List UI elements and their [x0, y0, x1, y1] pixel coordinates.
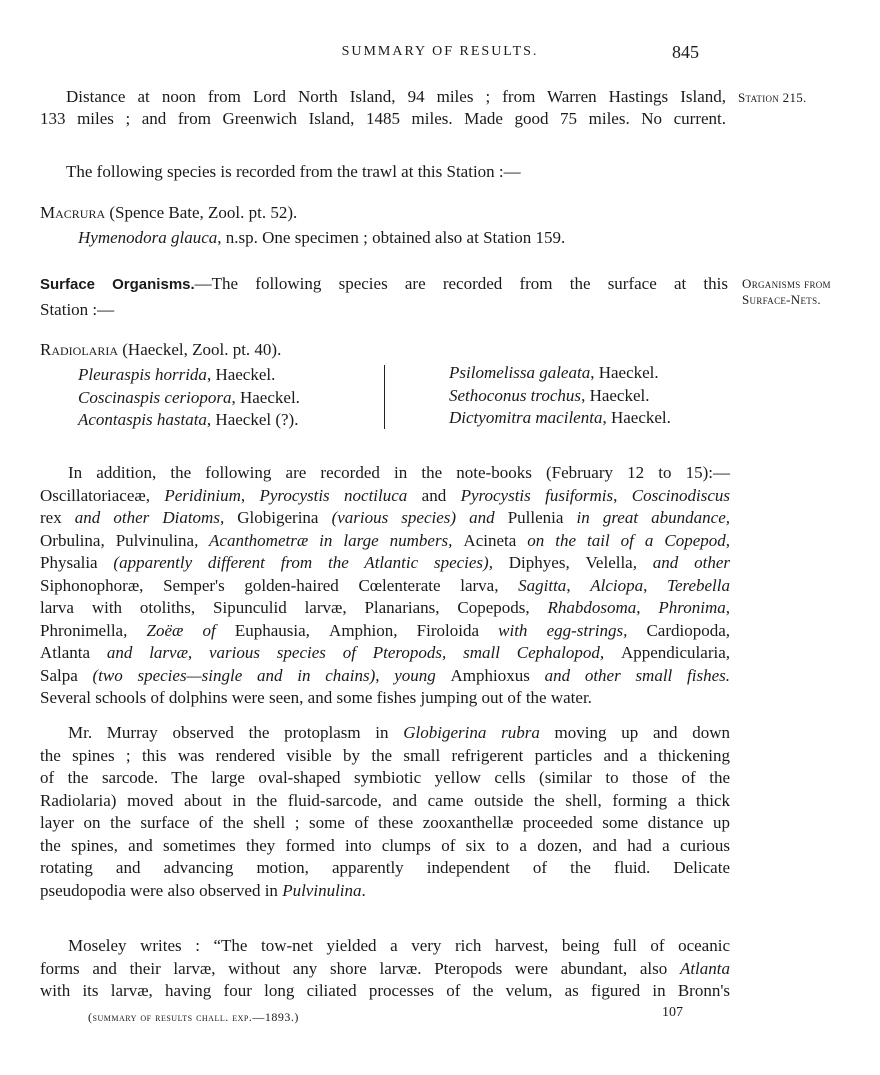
notebook-line — [40, 620, 730, 643]
italic-taxon: , — [393, 620, 417, 640]
text-segment: , — [613, 485, 632, 505]
italic-taxon: with egg-strings, — [479, 620, 647, 640]
species-authority: , Haeckel. — [206, 365, 276, 384]
italic-taxon: Coscinodiscus — [631, 485, 731, 505]
notebook-line — [40, 485, 730, 508]
text-segment: Amphioxus — [450, 665, 530, 685]
text-segment: Siphonophoræ, Semper's golden-haired Cœlenterate larva, — [40, 575, 519, 595]
macrura-species-line — [78, 227, 565, 250]
notebook-paragraph — [40, 462, 730, 710]
text-segment: , — [566, 575, 591, 595]
italic-taxon: , — [565, 553, 586, 572]
radiolaria-heading: Radiolaria — [40, 340, 118, 359]
text-segment: Pullenia — [507, 508, 564, 527]
column-divider — [384, 365, 385, 429]
text-segment: Acineta — [463, 530, 517, 550]
murray-line — [40, 722, 730, 745]
species-authority: , Haeckel. — [590, 363, 659, 382]
distance-line-2: 133 miles ; and from Greenwich Island, 1485 miles. Made good 75 miles. No current. — [40, 109, 726, 128]
italic-taxon: Rhabdosoma — [547, 598, 637, 617]
species-name: Acontaspis hastata — [78, 410, 207, 429]
text-segment: Globigerina — [237, 508, 319, 527]
text-segment: . — [361, 880, 366, 900]
italic-taxon: Terebella — [667, 575, 731, 595]
species-entry — [78, 387, 300, 410]
surface-line-2: Station :— — [40, 300, 115, 319]
notebook-line — [40, 552, 730, 575]
macrura-species-name: Hymenodora glauca — [78, 228, 218, 247]
text-segment: Atlanta — [40, 643, 91, 662]
text-segment: Euphausia — [234, 620, 306, 640]
text-segment: Salpa — [40, 665, 78, 685]
murray-line: layer on the surface of the shell ; some of these zooxanthellæ proceeded some distance up — [40, 813, 730, 832]
italic-taxon: Alciopa — [590, 575, 644, 595]
text-segment: Mr. Murray observed the protoplasm in — [68, 723, 404, 742]
murray-paragraph — [40, 722, 730, 902]
species-authority: , Haeckel. — [231, 387, 300, 407]
notebook-line: In addition, the following are recorded in the note-books (February 12 to 15):— — [68, 463, 730, 482]
text-segment: Oscillatoriaceæ, — [40, 485, 165, 505]
species-name: Coscinaspis ceriopora — [78, 387, 232, 407]
italic-taxon: Phronima — [658, 598, 726, 617]
italic-taxon: and other Diatoms, — [61, 508, 238, 527]
text-segment: , — [636, 598, 659, 617]
italic-taxon: Globigerina rubra — [403, 723, 540, 742]
sidenote-organisms-line1: Organisms from — [742, 276, 831, 291]
text-segment: Velella — [585, 553, 633, 572]
italic-taxon: (two species—single and in chains), young — [77, 665, 451, 685]
italic-taxon: Peridinium — [164, 485, 241, 505]
moseley-paragraph — [40, 935, 730, 1003]
text-segment: and — [407, 485, 461, 505]
text-segment: Amphion — [329, 620, 394, 640]
text-segment: rex — [40, 508, 62, 527]
macrura-species-rest: , n.sp. One specimen ; obtained also at Station 159. — [217, 228, 566, 247]
italic-taxon: and other small fishes. — [529, 665, 730, 685]
italic-taxon: Sagitta — [518, 575, 567, 595]
notebook-line — [40, 665, 730, 688]
distance-line-1: Distance at noon from Lord North Island, 94 miles ; from Warren Hastings Island, — [66, 87, 726, 106]
italic-taxon: , — [725, 643, 730, 662]
text-segment: Physalia — [40, 553, 98, 572]
radiolaria-reference: (Haeckel, Zool. pt. 40). — [118, 340, 282, 359]
murray-line: Radiolaria) moved about in the fluid-sarcode, and came outside the shell, forming a thick — [40, 790, 730, 810]
notebook-line — [40, 642, 730, 665]
murray-line: the spines, and sometimes they formed into clumps of six to a dozen, and had a curious — [40, 835, 730, 855]
trawl-intro: The following species is recorded from the trawl at this Station :— — [66, 162, 521, 181]
radiolaria-right-column — [449, 362, 671, 430]
sidenote-station: Station 215. — [738, 90, 807, 105]
species-entry — [78, 364, 300, 387]
notebook-line: Several schools of dolphins were seen, and some fishes jumping out of the water. — [40, 688, 592, 707]
italic-taxon: , Zoëæ of — [123, 620, 235, 640]
italic-taxon: , Acanthometræ in large numbers, — [194, 530, 464, 550]
text-segment: , — [240, 485, 260, 505]
macrura-heading: Macrura — [40, 203, 106, 222]
species-authority: , Haeckel. — [581, 385, 650, 405]
surface-text-1: —The following species are recorded from the surface at this — [194, 274, 728, 293]
text-segment: moving up and down — [539, 723, 730, 742]
notebook-line — [40, 530, 730, 553]
species-name: Pleuraspis horrida — [78, 365, 207, 384]
species-authority: , Haeckel (?). — [206, 410, 299, 429]
surface-label: Surface Organisms. — [40, 276, 195, 293]
italic-taxon: Atlanta — [679, 958, 730, 978]
text-segment: Phronimella — [40, 620, 124, 640]
surface-line-1 — [40, 273, 728, 297]
murray-line: rotating and advancing motion, apparently independent of the fluid. Delicate — [40, 858, 730, 877]
radiolaria-line — [40, 339, 281, 362]
footer-signature-number: 107 — [662, 1005, 683, 1020]
species-entry — [449, 385, 671, 408]
italic-taxon: and larvæ, various species of Pteropods, small Cephalopod, — [90, 643, 621, 662]
species-entry — [449, 362, 671, 385]
text-segment: Appendicularia — [620, 643, 726, 662]
italic-taxon: (various species) and — [318, 508, 508, 527]
radiolaria-left-column — [78, 364, 300, 432]
species-authority: , Haeckel. — [602, 408, 671, 427]
italic-taxon: Pyrocystis noctiluca — [259, 485, 408, 505]
italic-taxon: , and other — [632, 553, 731, 572]
macrura-line — [40, 202, 297, 225]
footer-series-note: (summary of results chall. exp.—1893.) — [88, 1010, 299, 1024]
murray-line: of the sarcode. The large oval-shaped symbiotic yellow cells (similar to those of the — [40, 768, 730, 787]
italic-taxon: (apparently different from the Atlantic species), — [97, 553, 509, 572]
italic-taxon: , — [725, 620, 731, 640]
species-name: Dictyomitra macilenta — [449, 408, 603, 427]
text-segment: Diphyes — [508, 553, 566, 572]
italic-taxon: Pulvinulina — [282, 880, 362, 900]
murray-line: the spines ; this was rendered visible by the small refrigerent particles and a thickening — [40, 745, 730, 765]
text-segment: pseudopodia were also observed in — [40, 880, 283, 900]
moseley-line: Moseley writes : “The tow-net yielded a very rich harvest, being full of oceanic — [68, 936, 730, 955]
notebook-line — [40, 597, 730, 620]
moseley-line — [40, 958, 730, 981]
moseley-line: with its larvæ, having four long ciliated processes of the velum, as figured in Bronn's — [40, 981, 730, 1000]
text-segment: forms and their larvæ, without any shore larvæ. Pteropods were abundant, also — [40, 958, 680, 978]
text-segment: , — [725, 598, 730, 617]
text-segment: Cardiopoda — [646, 620, 726, 640]
notebook-line — [40, 575, 730, 598]
species-entry — [78, 409, 300, 432]
running-header: SUMMARY OF RESULTS. — [341, 44, 539, 59]
notebook-line — [40, 507, 730, 530]
species-entry — [449, 407, 671, 430]
italic-taxon: Pyrocystis fusiformis — [460, 485, 614, 505]
page-number: 845 — [672, 42, 699, 62]
text-segment: Orbulina — [40, 530, 101, 550]
text-segment: , — [643, 575, 668, 595]
text-segment: larva with otoliths, Sipunculid larvæ, Planarians, Copepods, — [40, 598, 548, 617]
murray-line — [40, 880, 730, 903]
species-name: Psilomelissa galeata — [449, 363, 591, 382]
macrura-reference: (Spence Bate, Zool. pt. 52). — [105, 203, 298, 222]
text-segment: Firoloida — [416, 620, 480, 640]
italic-taxon: , — [305, 620, 330, 640]
italic-taxon: in great abundance, — [563, 508, 730, 527]
text-segment: Pulvinulina — [115, 530, 195, 550]
sidenote-organisms-line2: Surface-Nets. — [742, 292, 821, 307]
italic-taxon: on the tail of a Copepod, — [516, 530, 731, 550]
italic-taxon: , — [100, 530, 116, 550]
species-name: Sethoconus trochus — [449, 385, 582, 405]
